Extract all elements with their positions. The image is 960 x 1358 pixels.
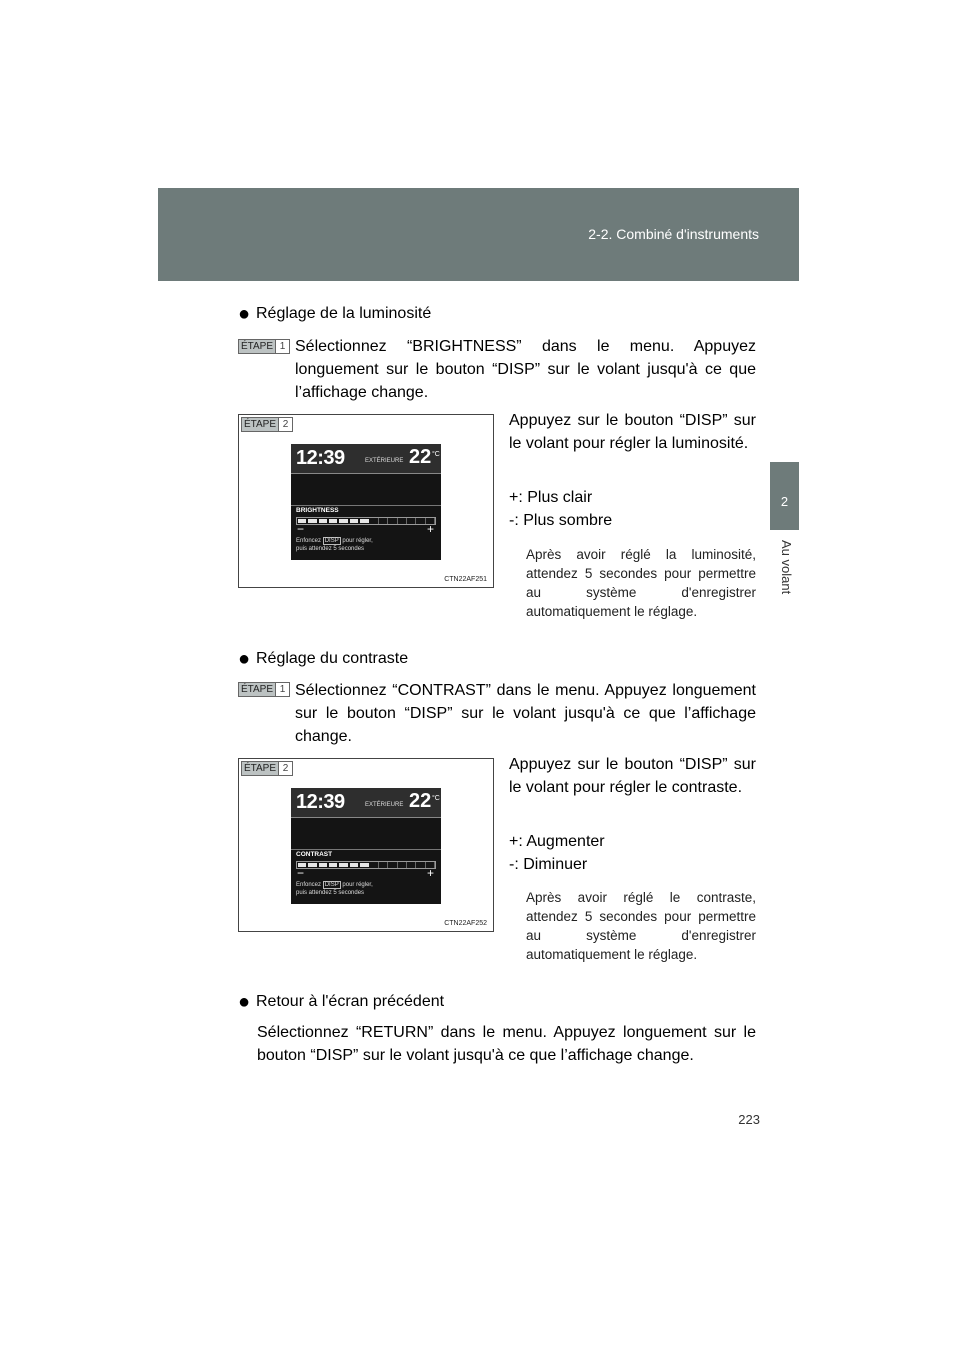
instr-text: pour régler,	[342, 538, 373, 544]
step-badge	[241, 417, 293, 432]
level-segment	[370, 862, 379, 868]
level-segment	[398, 518, 407, 524]
lcd-divider	[291, 849, 441, 850]
step2-text: Appuyez sur le bouton “DISP” sur le volant pour régler la luminosité.	[509, 412, 756, 452]
chapter-number: 2	[780, 494, 789, 509]
level-segment	[407, 518, 416, 524]
bullet-icon: ●	[238, 991, 251, 1013]
temperature: 22	[409, 790, 432, 812]
level-segment	[329, 863, 337, 867]
note-text: Après avoir réglé la luminosité, attendez 5 secondes pour permettre au système d'enregistrer automatiquement le réglage.	[526, 547, 756, 619]
level-segment	[329, 519, 337, 523]
level-segment	[379, 518, 388, 524]
figure-contrast	[238, 758, 494, 932]
lcd-display	[291, 788, 441, 904]
lcd-divider	[291, 505, 441, 506]
plus-icon: +	[427, 866, 435, 880]
level-segment	[360, 519, 368, 523]
return-text: Sélectionnez “RETURN” dans le menu. Appuyez longuement sur le bouton “DISP” sur le volant jusqu'à ce que l’affichage change.	[257, 1024, 756, 1064]
instr-text: Enfoncez	[296, 882, 322, 888]
section-title: 2-2. Combiné d'instruments	[588, 226, 759, 242]
step1-text: Sélectionnez “CONTRAST” dans le menu. Appuyez longuement sur le bouton “DISP” sur le volant jusqu'à ce que l’affichage change.	[295, 682, 756, 745]
level-segment	[350, 863, 358, 867]
minus-icon: −	[297, 522, 305, 536]
step-number: 1	[275, 683, 289, 696]
step-badge	[238, 339, 290, 354]
level-segment	[370, 518, 379, 524]
level-segment	[407, 862, 416, 868]
bullet-icon: ●	[238, 648, 251, 670]
clock: 12:39	[296, 791, 345, 813]
plus-icon: +	[427, 522, 435, 536]
minus-icon: −	[297, 866, 305, 880]
step-badge	[238, 682, 290, 697]
heading-text: Réglage de la luminosité	[256, 305, 432, 322]
level-segment	[388, 518, 397, 524]
lcd-instruction	[296, 881, 373, 897]
level-segment	[398, 862, 407, 868]
lcd-topbar	[291, 444, 441, 474]
minus-explanation: -: Plus sombre	[509, 512, 613, 529]
figure-code: CTN22AF252	[444, 920, 487, 927]
step-number: 2	[278, 418, 292, 431]
level-segment	[319, 519, 327, 523]
step-number: 1	[275, 340, 289, 353]
temperature: 22	[409, 446, 432, 468]
instr-text: puis attendez 5 secondes	[296, 546, 365, 552]
step-label: ÉTAPE	[240, 684, 274, 695]
bullet-icon: ●	[238, 303, 251, 325]
adjust-mode-label: CONTRAST	[296, 851, 333, 858]
page-number: 223	[738, 1112, 760, 1127]
level-segment	[416, 862, 425, 868]
step-number: 2	[278, 762, 292, 775]
instr-text: pour régler,	[342, 882, 373, 888]
chapter-label	[770, 540, 799, 610]
header-band	[158, 188, 799, 281]
temperature-unit: °C	[432, 795, 440, 802]
figure-brightness	[238, 414, 494, 588]
level-segment	[379, 862, 388, 868]
level-segment	[360, 863, 368, 867]
minus-explanation: -: Diminuer	[509, 856, 588, 873]
chapter-tab	[770, 462, 799, 530]
figure-code: CTN22AF251	[444, 576, 487, 583]
disp-button-label: DISP	[324, 538, 339, 544]
level-segment	[339, 519, 347, 523]
heading-text: Réglage du contraste	[256, 650, 409, 667]
plus-explanation: +: Plus clair	[509, 489, 593, 506]
step-badge	[241, 761, 293, 776]
level-segment	[416, 518, 425, 524]
step1-text: Sélectionnez “BRIGHTNESS” dans le menu. Appuyez longuement sur le bouton “DISP” sur le volant jusqu'à ce que l’affichage change.	[295, 338, 756, 401]
instr-text: Enfoncez	[296, 538, 322, 544]
lcd-topbar	[291, 788, 441, 818]
plus-explanation: +: Augmenter	[509, 833, 605, 850]
outside-label: EXTÉRIEURE	[365, 458, 404, 464]
step2-text: Appuyez sur le bouton “DISP” sur le volant pour régler le contraste.	[509, 756, 756, 796]
step-label: ÉTAPE	[243, 763, 277, 774]
chapter-title: Au volant	[779, 540, 794, 595]
level-segment	[308, 519, 316, 523]
level-segment	[339, 863, 347, 867]
step-label: ÉTAPE	[240, 341, 274, 352]
disp-button-label: DISP	[324, 882, 339, 888]
adjust-mode-label: BRIGHTNESS	[296, 507, 339, 514]
step-label: ÉTAPE	[243, 419, 277, 430]
heading-text: Retour à l'écran précédent	[256, 993, 445, 1010]
level-segment	[308, 863, 316, 867]
temperature-unit: °C	[432, 451, 440, 458]
lcd-display	[291, 444, 441, 560]
outside-label: EXTÉRIEURE	[365, 802, 404, 808]
instr-text: puis attendez 5 secondes	[296, 890, 365, 896]
level-bar	[296, 861, 436, 869]
lcd-instruction	[296, 537, 373, 553]
level-segment	[350, 519, 358, 523]
level-segment	[319, 863, 327, 867]
level-segment	[388, 862, 397, 868]
note-text: Après avoir réglé le contraste, attendez 5 secondes pour permettre au système d'enregistrer automatiquement le réglage.	[526, 890, 756, 962]
level-bar	[296, 517, 436, 525]
clock: 12:39	[296, 447, 345, 469]
